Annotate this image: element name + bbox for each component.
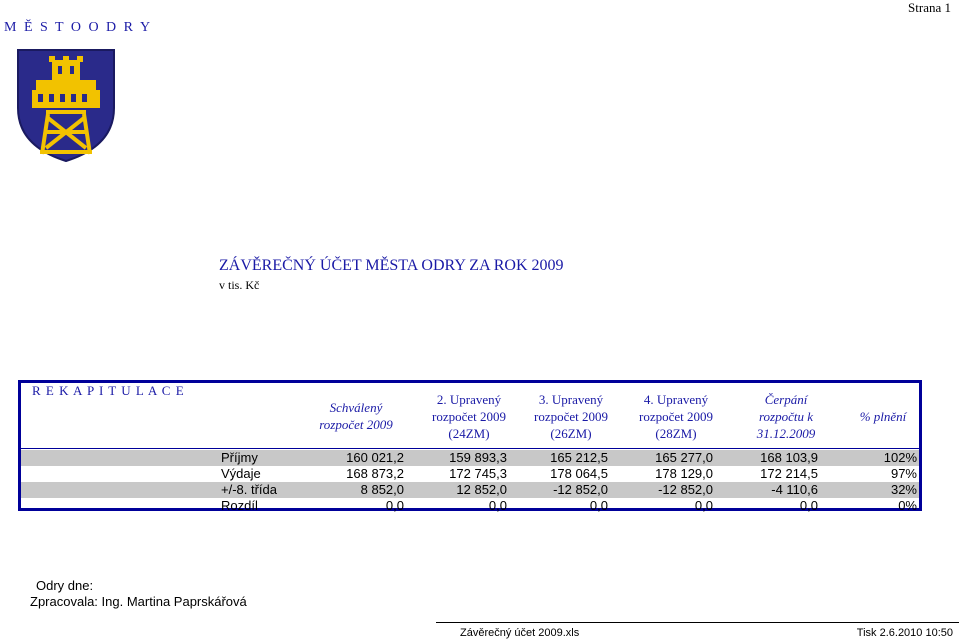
- table-cell: 168 103,9: [760, 450, 818, 465]
- recap-heading: R E K A P I T U L A C E: [32, 383, 185, 398]
- column-header-line: 31.12.2009: [756, 425, 816, 441]
- table-cell: -12 852,0: [658, 482, 713, 497]
- column-header-line: 4. Upravený: [643, 391, 709, 407]
- column-header-line: (28ZM): [655, 425, 697, 441]
- print-timestamp: Tisk 2.6.2010 10:50: [856, 627, 953, 639]
- page-number: Strana 1: [908, 0, 951, 15]
- table-cell: 97%: [890, 466, 917, 481]
- table-cell: -12 852,0: [553, 482, 608, 497]
- column-header: [626, 383, 726, 449]
- units-note: v tis. Kč: [219, 278, 260, 292]
- table-cell: 0,0: [385, 498, 404, 513]
- column-header-line: (26ZM): [550, 425, 592, 441]
- column-header-line: % plnění: [859, 408, 907, 424]
- table-cell: 0,0: [694, 498, 713, 513]
- column-header-line: Čerpání: [764, 391, 808, 407]
- table-cell: 102%: [883, 450, 917, 465]
- table-cell: 165 212,5: [550, 450, 608, 465]
- column-header-line: rozpočtu k: [758, 408, 814, 424]
- table-cell: 0,0: [589, 498, 608, 513]
- table-cell: 172 214,5: [760, 466, 818, 481]
- column-header: [419, 383, 519, 449]
- column-header-line: rozpočet 2009: [533, 408, 608, 424]
- footer-divider: [436, 622, 959, 623]
- table-cell: 8 852,0: [360, 482, 404, 497]
- column-header-line: 3. Upravený: [538, 391, 604, 407]
- table-cell: 159 893,3: [449, 450, 507, 465]
- date-label: Odry dne:: [36, 578, 94, 593]
- header-divider: [21, 448, 919, 449]
- column-header-line: (24ZM): [448, 425, 490, 441]
- table-row: [21, 450, 919, 466]
- column-header-line: Schválený: [329, 400, 383, 415]
- column-header-line: rozpočet 2009: [431, 408, 506, 424]
- column-header: [521, 383, 621, 449]
- table-cell: 0,0: [799, 498, 818, 513]
- table-row: [21, 466, 919, 482]
- table-cell: 168 873,2: [346, 466, 404, 481]
- prepared-by: Zpracovala: Ing. Martina Paprskářová: [30, 594, 247, 609]
- table-cell: 0,0: [488, 498, 507, 513]
- table-cell: 0%: [898, 498, 917, 513]
- table-cell: 178 129,0: [655, 466, 713, 481]
- column-header-line: 2. Upravený: [436, 391, 502, 407]
- column-header: [306, 383, 406, 449]
- recap-table: [18, 380, 922, 511]
- table-cell: 32%: [890, 482, 917, 497]
- town-crest-icon: [16, 48, 116, 163]
- table-row: [21, 498, 919, 514]
- file-name: Závěrečný účet 2009.xls: [460, 627, 580, 639]
- table-cell: 165 277,0: [655, 450, 713, 465]
- table-cell: -4 110,6: [771, 482, 818, 497]
- town-name: M Ě S T O O D R Y: [4, 20, 153, 35]
- table-cell: 172 745,3: [449, 466, 507, 481]
- column-header: [736, 383, 836, 449]
- row-label: Rozdíl: [221, 498, 258, 513]
- table-cell: 178 064,5: [550, 466, 608, 481]
- column-header-line: rozpočet 2009: [638, 408, 713, 424]
- table-cell: 160 021,2: [346, 450, 404, 465]
- column-header-line: rozpočet 2009: [319, 417, 393, 432]
- row-label: Výdaje: [221, 466, 261, 481]
- column-header: [833, 383, 933, 449]
- document-title: ZÁVĚREČNÝ ÚČET MĚSTA ODRY ZA ROK 2009: [219, 257, 564, 274]
- row-label: Příjmy: [221, 450, 258, 465]
- row-label: +/-8. třída: [221, 482, 277, 497]
- table-cell: 12 852,0: [456, 482, 507, 497]
- table-row: [21, 482, 919, 498]
